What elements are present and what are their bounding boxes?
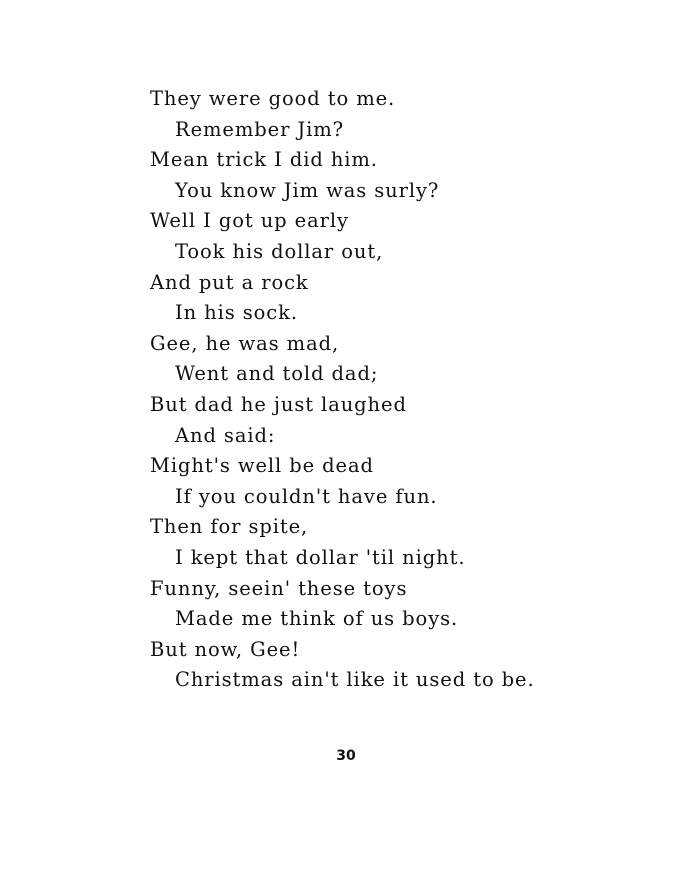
poem-line: Mean trick I did him. (150, 148, 378, 172)
poem-line: Gee, he was mad, (150, 331, 340, 355)
poem-line: Remember Jim? (175, 117, 344, 141)
poem-line: Took his dollar out, (175, 239, 384, 263)
poem-line: Might's well be dead (150, 454, 374, 478)
poem-line: And said: (175, 423, 276, 447)
poem-line: Then for spite, (150, 515, 309, 539)
poem-line: But now, Gee! (150, 637, 301, 661)
poem-line: You know Jim was surly? (175, 178, 440, 202)
poem-line: They were good to me. (150, 87, 396, 110)
poem-line: Christmas ain't like it used to be. (175, 668, 535, 692)
poem-line: I kept that dollar 'til night. (175, 545, 466, 569)
page-number: 30 (336, 748, 356, 764)
poem-line: Went and told dad; (175, 362, 379, 386)
poem-line: Made me think of us boys. (175, 607, 459, 631)
poem (150, 84, 630, 696)
poem-line: If you couldn't have fun. (175, 484, 438, 508)
poem-line: Funny, seein' these toys (150, 576, 408, 600)
poem-line: Well I got up early (150, 209, 349, 233)
poem-line: In his sock. (175, 301, 298, 325)
poem-line: But dad he just laughed (150, 392, 407, 416)
poem-line: And put a rock (150, 270, 309, 294)
